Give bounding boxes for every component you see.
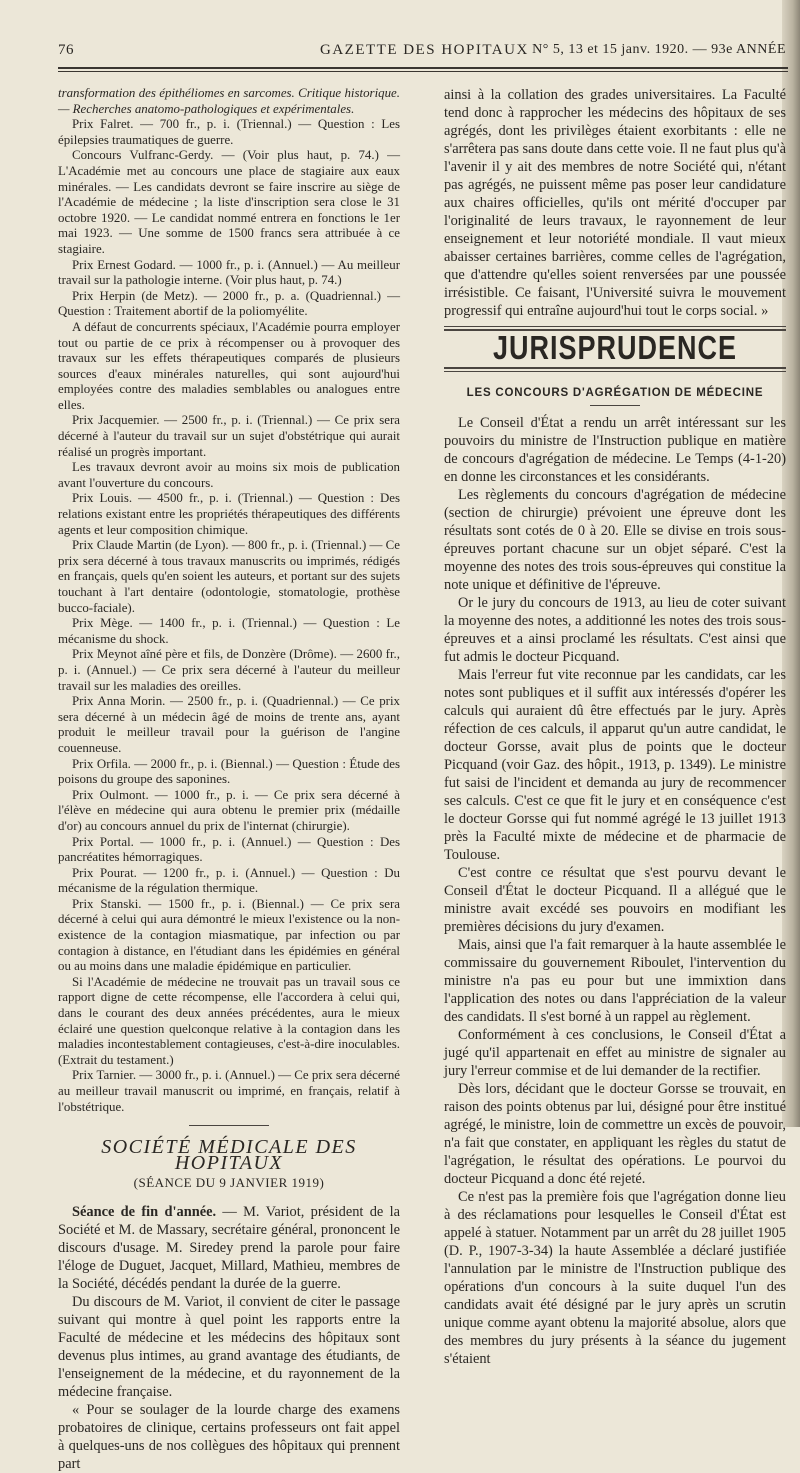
paragraph: Les règlements du concours d'agrégation de médecine (section de chirurgie) prévoient une épreuve dont les résultats sont cotés de 0 à 20. Elle se divise en trois sous-épreuves portant chacune sur un objet séparé. C'est la moyenne des notes des trois sous-épreuves qui constitue la note unique et définitive de l'épreuve. <box>444 487 786 594</box>
article-title: LES CONCOURS D'AGRÉGATION DE MÉDECINE <box>466 386 764 399</box>
left-column <box>58 86 400 1473</box>
header-rule-thin <box>58 71 788 72</box>
paragraph: « Pour se soulager de la lourde charge des examens probatoires de clinique, certains professeurs ont fait appel à quelques-uns de nos collègues des hôpitaux qui prennent part <box>58 1401 400 1472</box>
paragraph: Prix Meynot aîné père et fils, de Donzère (Drôme). — 2600 fr., p. i. (Annuel.) — Ce prix sera décerné à l'auteur du meilleur travail sur les maladies des oreilles. <box>58 647 400 693</box>
paragraph: C'est contre ce résultat que s'est pourvu devant le Conseil d'État le docteur Picquand. Il a allégué que le ministre avait excédé ses pouvoirs en modifiant les premières décisions du jury d'examen. <box>444 865 786 936</box>
paragraph: Mais l'erreur fut vite reconnue par les candidats, car les notes sont publiques et il suffit aux intéressés d'opérer les calculs qui auraient dû être effectués par le jury. Après réfection de ces calculs, il apparut qu'un autre candidat, le docteur Gorsse, avait plus de points que le docteur Picquand (voir Gaz. des hôpit., 1913, p. 1349). Le ministre fut saisi de l'incident et demanda au jury de recommencer ses calculs. C'est ce que fit le jury et en conséquence c'est le docteur Gorsse qui fut nommé agrégé le 13 juillet 1913 près la Faculté mixte de médecine et de pharmacie de Toulouse. <box>444 667 786 864</box>
paragraph: Prix Louis. — 4500 fr., p. i. (Triennal.) — Question : Des relations existant entre les propriétés thérapeutiques des différents agents et leur composition chimique. <box>58 491 400 537</box>
title-underline <box>590 405 640 406</box>
paragraph: Concours Vulfranc-Gerdy. — (Voir plus haut, p. 74.) — L'Académie met au concours une place de stagiaire aux eaux minérales. — Les candidats devront se faire inscrire au siège de l'Académie de médecine ; la liste d'inscription sera close le 31 octobre 1920. — Le candidat nommé entrera en fonctions le 1er mai 1923. — Une somme de 1500 francs sera attribuée à ce stagiaire. <box>58 148 400 256</box>
right-column <box>444 86 786 1368</box>
newspaper-title: GAZETTE DES HOPITAUX <box>320 42 529 58</box>
paragraph: ainsi à la collation des grades universitaires. La Faculté tend donc à rapprocher les médecins des hôpitaux de ses agrégés, dont les privilèges étaient exorbitants : elle ne s'arrêtera pas sans doute dans cette voie. Il ne faut plus qu'à l'avenir il y ait des membres de notre Société qui, n'étant pas agrégés, ne puissent même pas poser leur candidature aux chaires officielles, qu'ils ont mérité d'occuper par l'originalité de leurs travaux, le rayonnement de leur enseignement et leur notoriété mondiale. Il vaut mieux abaisser certaines barrières, comme celles de l'agrégation, que d'attendre qu'elles soient renversées par une poussée irrésistible. Ce faisant, l'Université suivra le mouvement progressif qui entraîne aujourd'hui tout le corps social. » <box>444 87 786 319</box>
section-heading: JURISPRUDENCE <box>492 329 738 367</box>
page-header <box>58 38 788 62</box>
paragraph: Prix Mège. — 1400 fr., p. i. (Triennal.) — Question : Le mécanisme du shock. <box>58 616 400 646</box>
paragraph: Le Conseil d'État a rendu un arrêt intéressant sur les pouvoirs du ministre de l'Instruction publique en matière de concours d'agrégation de médecine. Le Temps (4-1-20) en donne les circonstances et les considérants. <box>444 415 786 486</box>
paragraph: A défaut de concurrents spéciaux, l'Académie pourra employer tout ou partie de ce prix à récompenser ou à provoquer des travaux sur les effets thérapeutiques comparés de plusieurs sources d'eaux minérales naturelles, qui sont aujourd'hui employées contre des maladies semblables ou analogues entre elles. <box>58 319 400 412</box>
section-heading: SOCIÉTÉ MÉDICALE DES HOPITAUX <box>101 1136 357 1174</box>
section-rule <box>444 326 786 327</box>
section-separator <box>189 1125 269 1126</box>
paragraph: Prix Pourat. — 1200 fr., p. i. (Annuel.) — Question : Du mécanisme de la régulation thermique. <box>58 865 400 896</box>
header-rule <box>58 67 788 69</box>
paragraph: Séance de fin d'année. — M. Variot, président de la Société et M. de Massary, secrétaire général, prononcent le discours d'usage. M. Siredey prend la parole pour faire l'éloge de Duguet, Jacquet, Millard, Mathieu, membres de la Société, décédés pendant la durée de la guerre. <box>58 1203 401 1292</box>
paragraph: Conformément à ces conclusions, le Conseil d'État a jugé qu'il appartenait en effet au ministre de signaler au jury l'erreur commise et de lui demander de la rectifier. <box>444 1027 786 1080</box>
page-number: 76 <box>58 42 74 58</box>
section-rule-thick <box>444 367 786 369</box>
paragraph: Ce n'est pas la première fois que l'agrégation donne lieu à des réclamations pour lesquelles le Conseil d'État est appelé à statuer. Notamment par un arrêt du 28 juillet 1905 (D. P., 1907-3-34) la haute Assemblée a déclaré justifiée l'annulation par le ministre de l'Instruction publique des opérations d'un concours à la suite duquel l'un des candidats avait été désigné par le jury après un scrutin unique comme ayant obtenu la majorité absolue, alors que des membres du jury présents à la séance du jugement s'étaient <box>444 1189 786 1368</box>
paragraph: Prix Tarnier. — 3000 fr., p. i. (Annuel.) — Ce prix sera décerné au meilleur travail manuscrit ou imprimé, en français, relatif à l'obstétrique. <box>58 1068 400 1114</box>
paragraph: Mais, ainsi que l'a fait remarquer à la haute assemblée le commissaire du gouvernement Riboulet, l'intervention du ministre n'a pas eu pour but une immixtion dans l'application des notes ou dans l'appréciation de la valeur des candidats. Il s'est borné à un rappel au règlement. <box>444 937 786 1026</box>
paragraph: transformation des épithéliomes en sarcomes. Critique historique. — Recherches anatomo-pathologiques et expérimentales. <box>58 86 400 116</box>
issue-info: N° 5, 13 et 15 janv. 1920. — 93e ANNÉE <box>532 42 786 57</box>
paragraph: Prix Orfila. — 2000 fr., p. i. (Biennal.) — Question : Étude des poisons du groupe des saponines. <box>58 756 400 787</box>
paragraph: Prix Ernest Godard. — 1000 fr., p. i. (Annuel.) — Au meilleur travail sur la pathologie interne. (Voir plus haut, p. 74.) <box>58 257 400 288</box>
paragraph: Prix Falret. — 700 fr., p. i. (Triennal.) — Question : Les épilepsies traumatiques de guerre. <box>58 117 400 147</box>
paragraph: Or le jury du concours de 1913, au lieu de coter suivant la moyenne des notes, a additionné les notes des trois sous-épreuves et a ainsi proclamé les résultats. C'est ainsi que fut admis le docteur Picquand. <box>444 595 786 666</box>
paragraph: Prix Oulmont. — 1000 fr., p. i. — Ce prix sera décerné à l'élève en médecine qui aura obtenu le premier prix (médaille d'or) au concours annuel du prix de l'internat (chirurgie). <box>58 787 400 833</box>
section-rule <box>444 371 786 372</box>
paragraph: Prix Herpin (de Metz). — 2000 fr., p. a. (Quadriennal.) — Question : Traitement abortif de la poliomyélite. <box>58 288 400 319</box>
section-subheading: (SÉANCE DU 9 JANVIER 1919) <box>133 1175 325 1191</box>
paragraph: Prix Stanski. — 1500 fr., p. i. (Biennal.) — Ce prix sera décerné à celui qui aura démontré le mieux l'existence ou la non-existence de la contagion miasmatique, par infection ou par contagion à distance, en l'étudiant dans les épidémies en général ou au moins dans une maladie épidémique en particulier. <box>58 896 400 974</box>
paragraph: Si l'Académie de médecine ne trouvait pas un travail sous ce rapport digne de cette récompense, elle l'accordera à celui qui, dans le courant des deux années précédentes, aura le mieux éclairé une question quelconque relative à la contagion dans les maladies incontestablement contagieuses, c'est-à-dire inoculables. (Extrait du testament.) <box>58 974 400 1067</box>
paragraph: Du discours de M. Variot, il convient de citer le passage suivant qui montre à quel point les rapports entre la Faculté de médecine et les médecins des hôpitaux sont devenus plus intimes, au grand avantage des étudiants, de l'enseignement de la médecine, et du rayonnement de la médecine française. <box>58 1293 400 1400</box>
lead-in: Séance de fin d'année. <box>72 1203 217 1220</box>
paragraph: Dès lors, décidant que le docteur Gorsse se trouvait, en raison des points obtenus par lui, désigné pour être institué agrégé, le ministre, loin de commettre un excès de pouvoir, n'a fait que constater, en appliquant les règles du statut de l'agrégation, le résultat des opérations. Le pourvoi du docteur Picquand a donc été rejeté. <box>444 1081 786 1188</box>
paragraph: Prix Claude Martin (de Lyon). — 800 fr., p. i. (Triennal.) — Ce prix sera décerné à tous travaux manuscrits ou imprimés, rédigés en français, quels qu'en soient les auteurs, et portant sur des sujets touchant à l'art dentaire (odontologie, stomatologie, prothèse bucco-faciale). <box>58 538 400 615</box>
paragraph: Les travaux devront avoir au moins six mois de publication avant l'ouverture du concours. <box>58 460 400 490</box>
paragraph: Prix Portal. — 1000 fr., p. i. (Annuel.) — Question : Des pancréatites hémorragiques. <box>58 834 400 865</box>
paragraph: Prix Jacquemier. — 2500 fr., p. i. (Triennal.) — Ce prix sera décerné à l'auteur du travail sur un sujet d'obstétrique qui aurait réalisé un progrès important. <box>58 413 400 459</box>
paragraph: Prix Anna Morin. — 2500 fr., p. i. (Quadriennal.) — Ce prix sera décerné à un médecin âgé de moins de trente ans, ayant produit le meilleur travail pour la guérison de l'angine couenneuse. <box>58 694 400 755</box>
